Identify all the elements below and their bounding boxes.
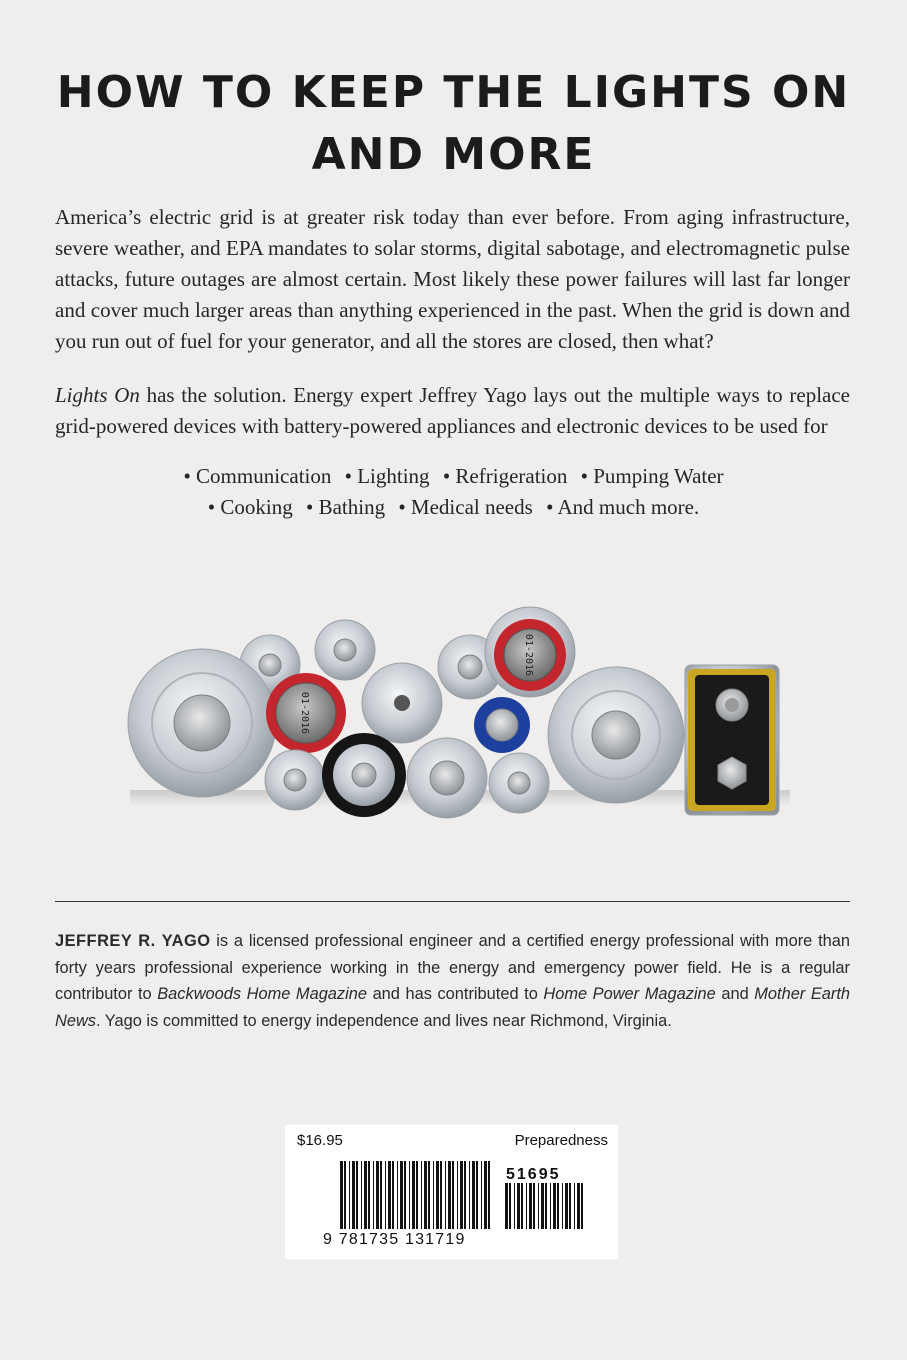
barcode-bar — [436, 1161, 439, 1229]
barcode-bar — [392, 1161, 394, 1229]
batteries-photo — [120, 595, 800, 825]
bio-text: and — [715, 985, 755, 1003]
barcode-bar — [484, 1161, 487, 1229]
use-item: • Communication — [183, 464, 332, 488]
book-title-italic: Lights On — [55, 383, 140, 407]
barcode-bar — [404, 1161, 406, 1229]
barcode-bar — [574, 1183, 575, 1229]
battery-date-label: 01-2016 — [523, 633, 534, 677]
uses-list-row-1 — [40, 461, 867, 492]
use-item: • Medical needs — [398, 495, 533, 519]
bio-text: . Yago is committed to energy independence and lives near Richmond, Virginia. — [96, 1011, 672, 1030]
barcode-bar — [529, 1183, 532, 1229]
barcode-bar — [557, 1183, 559, 1229]
barcode-bar — [385, 1161, 386, 1229]
use-item: • Refrigeration — [442, 464, 568, 488]
barcode-bar — [421, 1161, 422, 1229]
publication-name: Backwoods Home Magazine — [157, 985, 367, 1003]
bio-text: is a licensed professional engineer and a certified energy professional with more than forty years professional experience working in the energy and emergency power field. He is a regular contributor to — [55, 932, 850, 1003]
back-cover-headline — [0, 62, 907, 186]
use-item: • Bathing — [305, 495, 386, 519]
barcode-bar — [538, 1183, 539, 1229]
barcode-bar — [397, 1161, 398, 1229]
barcode-bar — [488, 1161, 490, 1229]
barcode-bar — [364, 1161, 367, 1229]
barcode-bar — [416, 1161, 418, 1229]
battery-red-left — [266, 673, 346, 753]
barcode-bar — [412, 1161, 415, 1229]
barcode-bar — [550, 1183, 551, 1229]
battery-aa-front-1 — [265, 750, 325, 810]
barcode-bar — [514, 1183, 515, 1229]
barcode-bar — [352, 1161, 355, 1229]
battery-c-center — [362, 663, 442, 743]
publication-name: Home Power Magazine — [543, 985, 716, 1003]
addon-code: 51695 — [506, 1166, 561, 1183]
intro-paragraph-1: America’s electric grid is at greater risk today than ever before. From aging infrastructure, severe weather, and EPA mandates to solar storms, digital sabotage, and electromagnetic pulse attacks, future outages are almost certain. Most likely these power failures will last far longer and cover much larger areas than anything experienced in the past. When the grid is down and you run out of fuel for your generator, and all the stores are closed, then what? — [55, 205, 850, 353]
use-item: • Pumping Water — [580, 464, 724, 488]
isbn-digits: 9 781735 131719 — [323, 1231, 466, 1248]
headline-line-1: HOW TO KEEP THE LIGHTS ON — [56, 67, 851, 118]
barcode-bar — [448, 1161, 451, 1229]
category-label: Preparedness — [514, 1132, 608, 1149]
battery-date-label: 01-2016 — [299, 691, 310, 735]
battery-d-left — [128, 649, 276, 797]
barcode-bar — [569, 1183, 571, 1229]
publication-name: Mother Earth News — [55, 985, 851, 1030]
barcode-bar — [457, 1161, 458, 1229]
headline-line-2: AND MORE — [311, 129, 596, 180]
author-name: JEFFREY R. YAGO — [55, 932, 211, 950]
barcode-bar — [464, 1161, 466, 1229]
battery-c-front — [407, 738, 487, 818]
barcode-bar — [581, 1183, 583, 1229]
price-label: $16.95 — [297, 1132, 343, 1149]
barcode-bar — [505, 1183, 508, 1229]
barcode-bar — [376, 1161, 379, 1229]
battery-d-right — [548, 667, 684, 803]
isbn-barcode — [285, 1125, 618, 1259]
barcode-bar — [433, 1161, 434, 1229]
barcode-bar — [340, 1161, 343, 1229]
barcode-bar — [452, 1161, 454, 1229]
battery-blue — [474, 697, 530, 753]
barcode-bar — [368, 1161, 370, 1229]
barcode-bar — [533, 1183, 535, 1229]
barcode-bar — [424, 1161, 427, 1229]
barcode-bar — [476, 1161, 478, 1229]
barcode-bar — [562, 1183, 563, 1229]
barcode-bar — [440, 1161, 442, 1229]
battery-aa-front-2 — [489, 753, 549, 813]
barcode-bar — [526, 1183, 527, 1229]
barcode-bar — [472, 1161, 475, 1229]
barcode-bar — [409, 1161, 410, 1229]
barcode-bar — [344, 1161, 346, 1229]
barcode-bar — [356, 1161, 358, 1229]
intro-paragraph-2-text: has the solution. Energy expert Jeffrey Yago lays out the multiple ways to replace grid-powered devices with battery-powered appliances and electronic devices to be used for — [55, 383, 850, 438]
use-item: • Lighting — [344, 464, 430, 488]
use-item: • And much more. — [546, 495, 700, 519]
barcode-bar — [388, 1161, 391, 1229]
battery-9v — [685, 665, 779, 815]
barcode-bar — [565, 1183, 568, 1229]
barcode-bar — [400, 1161, 403, 1229]
barcode-bar — [460, 1161, 463, 1229]
barcode-bar — [380, 1161, 382, 1229]
barcode-bar — [509, 1183, 511, 1229]
battery-black — [322, 733, 406, 817]
barcode-bar — [349, 1161, 350, 1229]
barcode-bar — [361, 1161, 362, 1229]
use-item: • Cooking — [207, 495, 293, 519]
barcode-bar — [521, 1183, 523, 1229]
uses-list-row-2 — [40, 492, 867, 523]
barcode-bar — [553, 1183, 556, 1229]
barcode-bar — [541, 1183, 544, 1229]
section-divider — [55, 901, 850, 902]
battery-red-right — [485, 607, 575, 697]
barcode-panel — [285, 1125, 618, 1259]
barcode-bar — [469, 1161, 470, 1229]
barcode-bar — [545, 1183, 547, 1229]
barcode-bar — [373, 1161, 374, 1229]
bio-text: and has contributed to — [367, 985, 544, 1003]
intro-paragraph-2 — [55, 380, 850, 442]
barcode-bar — [428, 1161, 430, 1229]
barcode-bar — [577, 1183, 580, 1229]
author-bio — [55, 928, 850, 1034]
barcode-bar — [517, 1183, 520, 1229]
battery-aa-top-center-left — [315, 620, 375, 680]
barcode-bar — [445, 1161, 446, 1229]
barcode-bar — [481, 1161, 482, 1229]
